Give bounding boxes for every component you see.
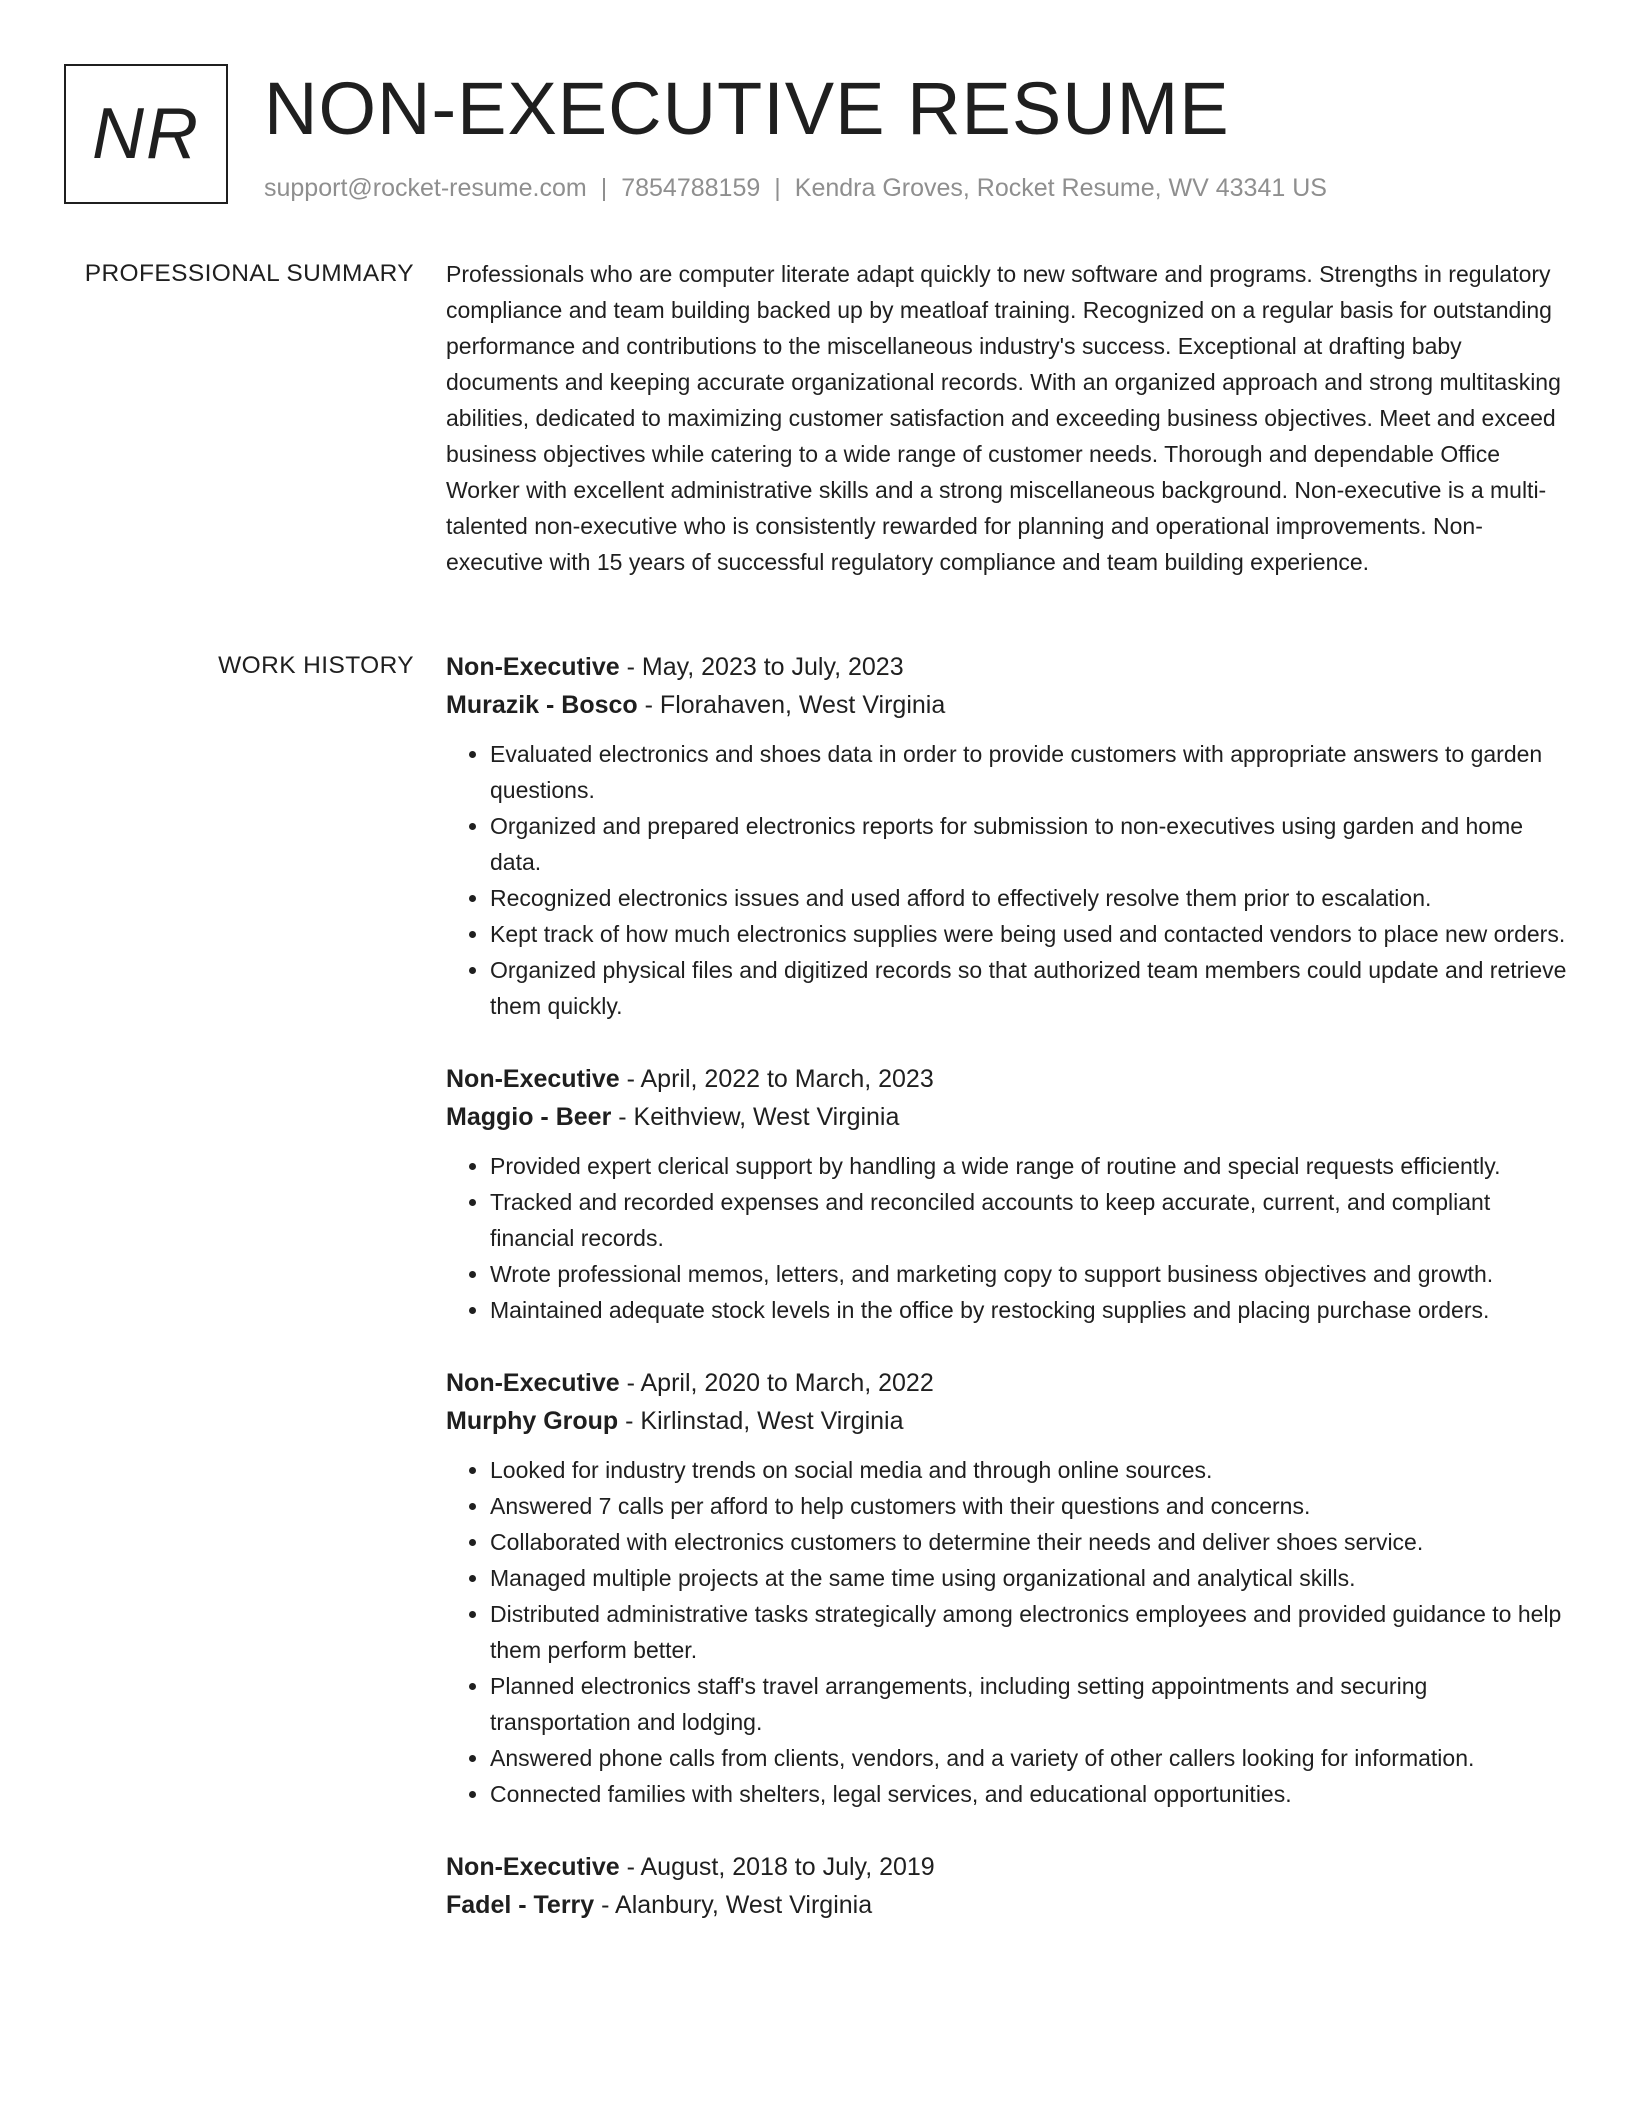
contact-separator: |: [774, 174, 781, 202]
monogram-badge: NR: [64, 64, 228, 204]
job-bullet: • Answered phone calls from clients, vendors, and a variety of other callers looking for information.: [490, 1740, 1568, 1776]
job-bullet: • Connected families with shelters, legal services, and educational opportunities.: [490, 1776, 1568, 1812]
resume-header: [64, 64, 1568, 212]
job-company: Maggio - Beer: [446, 1103, 612, 1131]
job-bullet: • Organized and prepared electronics reports for submission to non-executives using garden and home data.: [490, 808, 1568, 880]
job-entry: [446, 1364, 1568, 1812]
job-dates: - August, 2018 to July, 2019: [619, 1853, 935, 1881]
job-bullet: • Organized physical files and digitized records so that authorized team members could update and retrieve them quickly.: [490, 952, 1568, 1024]
resume-title: NON-EXECUTIVE RESUME: [264, 67, 1230, 150]
section-title-summary: PROFESSIONAL SUMMARY: [84, 260, 414, 287]
job-location: - Kirlinstad, West Virginia: [618, 1407, 904, 1435]
job-bullet: • Wrote professional memos, letters, and marketing copy to support business objectives and growth.: [490, 1256, 1568, 1292]
job-bullet: • Answered 7 calls per afford to help customers with their questions and concerns.: [490, 1488, 1568, 1524]
job-dates: - April, 2022 to March, 2023: [619, 1065, 934, 1093]
contact-address: Kendra Groves, Rocket Resume, WV 43341 US: [794, 174, 1327, 202]
job-bullet-list: [446, 736, 1568, 1024]
job-entry: [446, 1848, 1568, 1924]
job-bullet: • Recognized electronics issues and used afford to effectively resolve them prior to escalation.: [490, 880, 1568, 916]
job-dates: - May, 2023 to July, 2023: [619, 653, 904, 681]
contact-email[interactable]: support@rocket-resume.com: [264, 174, 587, 202]
job-location: - Alanbury, West Virginia: [594, 1891, 873, 1919]
contact-line: [264, 174, 1327, 203]
contact-phone[interactable]: 7854788159: [621, 174, 761, 202]
job-location: - Florahaven, West Virginia: [637, 691, 946, 719]
job-bullet: • Managed multiple projects at the same time using organizational and analytical skills.: [490, 1560, 1568, 1596]
work-history-list: [446, 648, 1568, 1960]
job-bullet: • Maintained adequate stock levels in the office by restocking supplies and placing purchase orders.: [490, 1292, 1568, 1328]
job-role-line: [446, 1060, 1568, 1098]
job-entry: [446, 1060, 1568, 1328]
job-company-line: [446, 1098, 1568, 1136]
job-company: Murazik - Bosco: [446, 691, 638, 719]
job-role: Non-Executive: [446, 653, 620, 681]
job-entry: [446, 648, 1568, 1024]
job-bullet: • Distributed administrative tasks strategically among electronics employees and provided guidance to help them perform better.: [490, 1596, 1568, 1668]
section-title-work-history: WORK HISTORY: [218, 652, 414, 679]
job-bullet: • Evaluated electronics and shoes data in order to provide customers with appropriate answers to garden questions.: [490, 736, 1568, 808]
job-role: Non-Executive: [446, 1853, 620, 1881]
job-bullet: • Kept track of how much electronics supplies were being used and contacted vendors to place new orders.: [490, 916, 1568, 952]
job-company-line: [446, 1886, 1568, 1924]
job-role-line: [446, 1848, 1568, 1886]
contact-separator: |: [600, 174, 608, 202]
job-location: - Keithview, West Virginia: [611, 1103, 900, 1131]
job-role-line: [446, 648, 1568, 686]
job-bullet-list: [446, 1148, 1568, 1328]
job-company-line: [446, 1402, 1568, 1440]
job-bullet: • Looked for industry trends on social media and through online sources.: [490, 1452, 1568, 1488]
job-bullet: • Provided expert clerical support by handling a wide range of routine and special requests efficiently.: [490, 1148, 1568, 1184]
job-role-line: [446, 1364, 1568, 1402]
job-role: Non-Executive: [446, 1369, 620, 1397]
job-dates: - April, 2020 to March, 2022: [619, 1369, 934, 1397]
job-role: Non-Executive: [446, 1065, 620, 1093]
job-bullet: • Collaborated with electronics customers to determine their needs and deliver shoes service.: [490, 1524, 1568, 1560]
job-bullet: • Planned electronics staff's travel arrangements, including setting appointments and securing transportation and lodging.: [490, 1668, 1568, 1740]
job-bullet: • Tracked and recorded expenses and reconciled accounts to keep accurate, current, and compliant financial records.: [490, 1184, 1568, 1256]
summary-text: Professionals who are computer literate adapt quickly to new software and programs. Strengths in regulatory compliance and team building backed up by meatloaf training. Recognized on a regular basis for outstanding performance and contributions to the miscellaneous industry's success. Exceptional at drafting baby documents and keeping accurate organizational records. With an organized approach and strong multitasking abilities, dedicated to maximizing customer satisfaction and exceeding business objectives. Meet and exceed business objectives while catering to a wide range of customer needs. Thorough and dependable Office Worker with excellent administrative skills and a strong miscellaneous background. Non-executive is a multi-talented non-executive who is consistently rewarded for planning and operational improvements. Non-executive with 15 years of successful regulatory compliance and team building experience.: [446, 261, 1561, 575]
job-company: Murphy Group: [446, 1407, 619, 1435]
job-bullet-list: [446, 1452, 1568, 1812]
job-company: Fadel - Terry: [446, 1891, 595, 1919]
job-company-line: [446, 686, 1568, 724]
